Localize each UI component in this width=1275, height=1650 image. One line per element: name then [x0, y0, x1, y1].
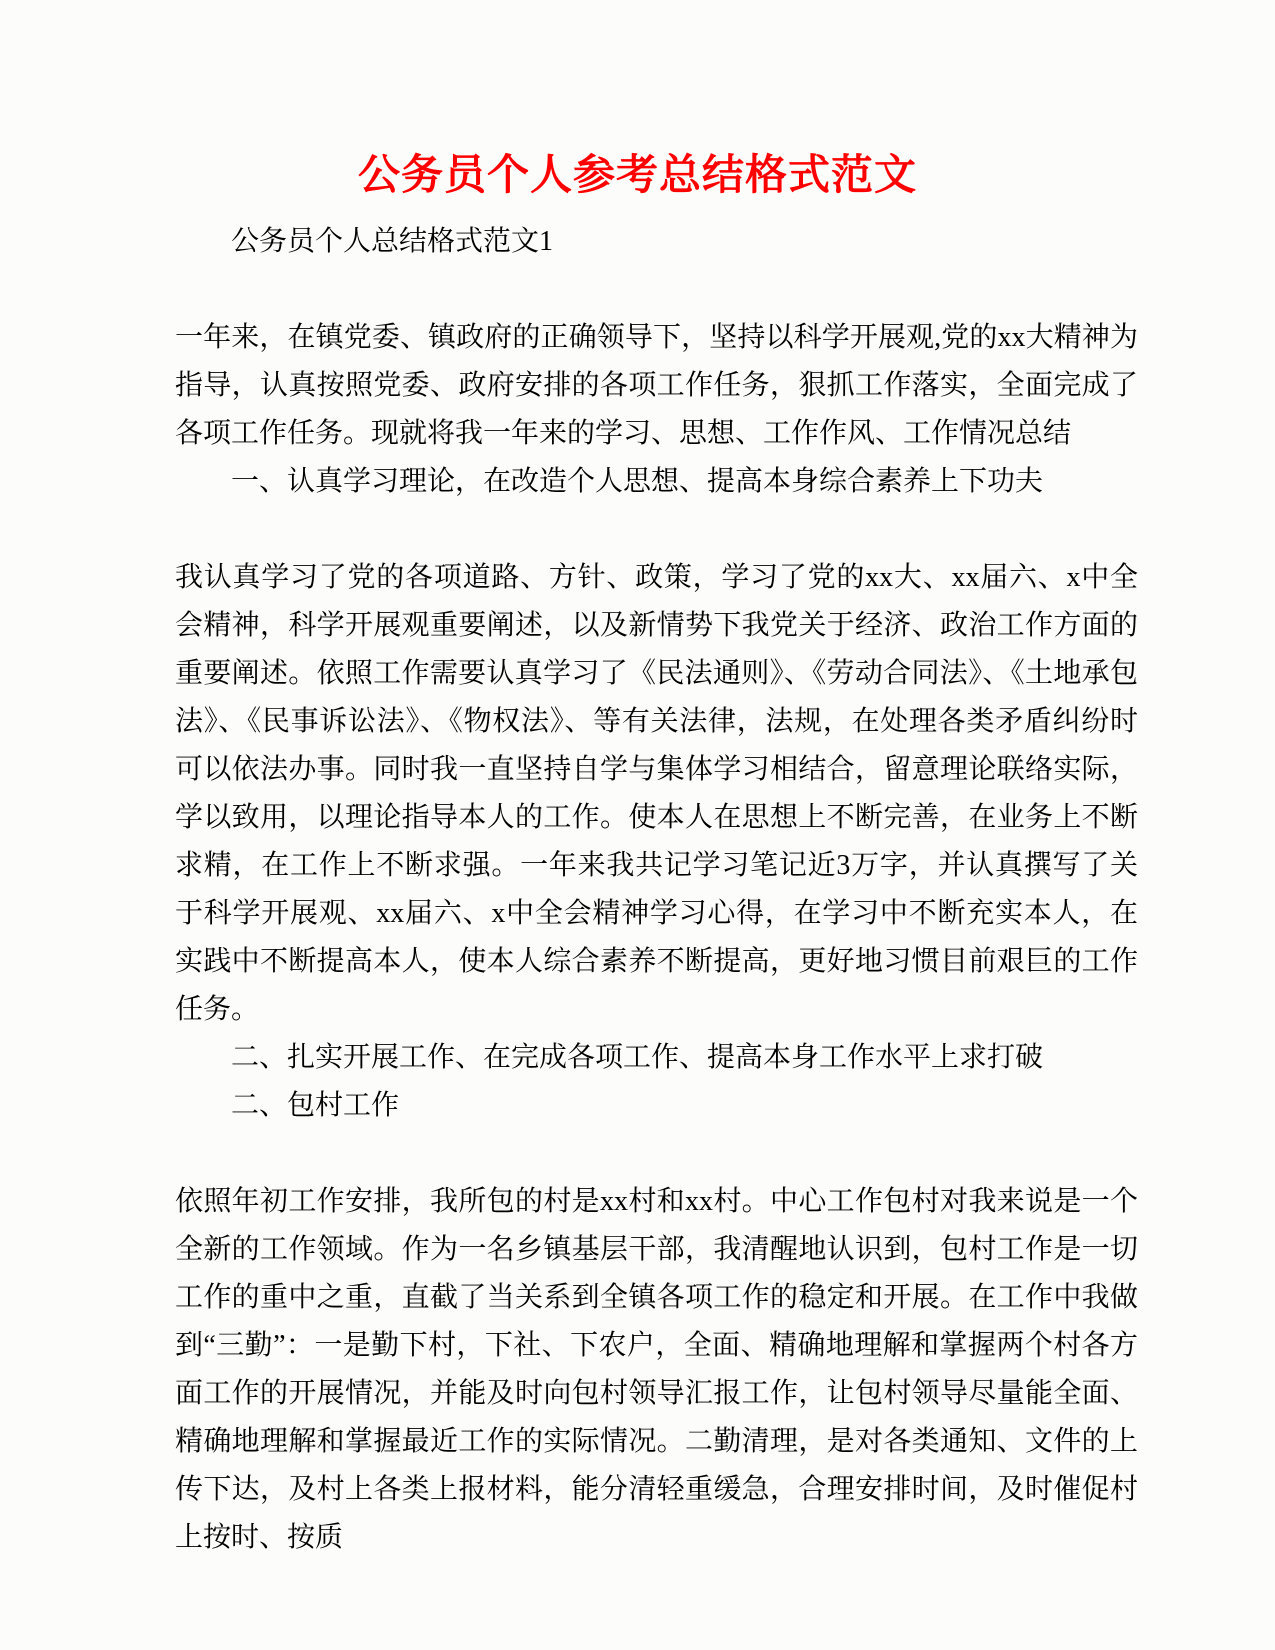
heading-solid-work: 二、扎实开展工作、在完成各项工作、提高本身工作水平上求打破	[231, 1042, 1044, 1073]
paragraph-intro: 一年来，在镇党委、镇政府的正确领导下，坚持以科学开展观,党的xx大精神为指导，认真按照党委、政府安排的各项工作任务，狠抓工作落实，全面完成了各项工作任务。现就将我一年来的学习、思想、工作作风、工作情况总结	[175, 322, 1138, 449]
document-title: 公务员个人参考总结格式范文	[357, 153, 917, 199]
blank-line	[175, 266, 1138, 314]
blank-line	[175, 1130, 1138, 1178]
paragraph-study: 我认真学习了党的各项道路、方针、政策，学习了党的xx大、xx届六、x中全会精神，科学开展观重要阐述，以及新情势下我党关于经济、政治工作方面的重要阐述。依照工作需要认真学习了《民法通则》、《劳动合同法》、《土地承包法》、《民事诉讼法》、《物权法》、等有关法律，法规，在处理各类矛盾纠纷时可以依法办事。同时我一直坚持自学与集体学习相结合，留意理论联络实际，学以致用，以理论指导本人的工作。使本人在思想上不断完善，在业务上不断求精，在工作上不断求强。一年来我共记学习笔记近3万字，并认真撰写了关于科学开展观、xx届六、x中全会精神学习心得，在学习中不断充实本人，在实践中不断提高本人，使本人综合素养不断提高，更好地习惯目前艰巨的工作任务。	[175, 562, 1138, 1025]
document-subtitle: 公务员个人总结格式范文1	[231, 226, 554, 257]
blank-line	[175, 506, 1138, 554]
paragraph-village: 依照年初工作安排，我所包的村是xx村和xx村。中心工作包村对我来说是一个全新的工作领域。作为一名乡镇基层干部，我清醒地认识到，包村工作是一切工作的重中之重，直截了当关系到全镇各项工作的稳定和开展。在工作中我做到“三勤”：一是勤下村，下社、下农户，全面、精确地理解和掌握两个村各方面工作的开展情况，并能及时向包村领导汇报工作，让包村领导尽量能全面、精确地理解和掌握最近工作的实际情况。二勤清理，是对各类通知、文件的上传下达，及村上各类上报材料，能分清轻重缓急，合理安排时间，及时催促村上按时、按质	[175, 1186, 1138, 1553]
heading-village-work: 二、包村工作	[231, 1090, 400, 1121]
document-body	[0, 206, 1275, 1562]
heading-study-theory: 一、认真学习理论，在改造个人思想、提高本身综合素养上下功夫	[231, 466, 1044, 497]
